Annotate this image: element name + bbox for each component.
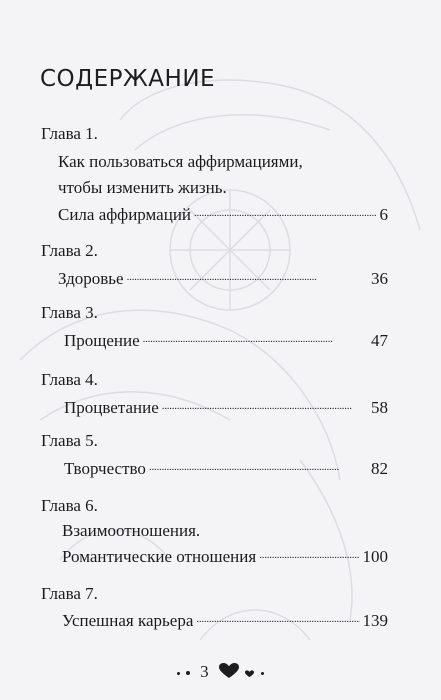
toc-entry[interactable] bbox=[58, 267, 388, 289]
toc-entry-title: Романтические отношения bbox=[62, 547, 257, 566]
toc-entry-title: Прощение bbox=[64, 331, 140, 350]
chapter-label: Глава 3. bbox=[41, 303, 98, 322]
chapter-label: Глава 1. bbox=[41, 124, 98, 143]
dot-icon bbox=[261, 672, 264, 675]
toc-entry-page: 6 bbox=[379, 205, 388, 224]
dot-leader bbox=[196, 609, 359, 626]
toc-entry[interactable] bbox=[64, 329, 388, 351]
toc-entry[interactable] bbox=[58, 203, 388, 225]
dot-leader bbox=[194, 203, 376, 220]
chapter-label: Глава 2. bbox=[41, 241, 98, 260]
toc-entry-page: 58 bbox=[371, 398, 388, 417]
chapter-label: Глава 5. bbox=[41, 431, 98, 450]
toc-entry-title: Здоровье bbox=[58, 269, 124, 288]
dot-leader bbox=[259, 545, 359, 562]
page-number: 3 bbox=[200, 662, 209, 681]
heart-icon bbox=[219, 663, 239, 684]
chapter-label: Глава 7. bbox=[41, 584, 98, 603]
dot-leader bbox=[149, 457, 368, 474]
heart-icon bbox=[245, 663, 254, 683]
toc-entry-title: Успешная карьера bbox=[62, 611, 194, 630]
dot-icon bbox=[186, 671, 190, 675]
dot-icon bbox=[177, 672, 180, 675]
toc-entry-title: Сила аффирмаций bbox=[58, 205, 192, 224]
page-footer bbox=[0, 662, 441, 684]
toc-entry-page: 47 bbox=[371, 331, 388, 350]
toc-entry-page: 100 bbox=[362, 547, 388, 566]
toc-title: СОДЕРЖАНИЕ bbox=[40, 66, 216, 92]
chapter-subtitle-line: Взаимоотношения. bbox=[62, 521, 201, 540]
chapter-subtitle-line: чтобы изменить жизнь. bbox=[58, 178, 227, 197]
chapter-label: Глава 6. bbox=[41, 496, 98, 515]
toc-entry[interactable] bbox=[62, 545, 388, 567]
toc-entry-page: 139 bbox=[362, 611, 388, 630]
toc-entry[interactable] bbox=[64, 457, 388, 479]
dot-leader bbox=[143, 329, 368, 346]
chapter-subtitle-line: Как пользоваться аффирмациями, bbox=[58, 152, 303, 171]
chapter-label: Глава 4. bbox=[41, 370, 98, 389]
toc-entry-title: Процветание bbox=[64, 398, 159, 417]
toc-entry-page: 36 bbox=[371, 269, 388, 288]
toc-entry-title: Творчество bbox=[64, 459, 146, 478]
toc-entry[interactable] bbox=[62, 609, 388, 631]
toc-entry[interactable] bbox=[64, 396, 388, 418]
toc-entry-page: 82 bbox=[371, 459, 388, 478]
dot-leader bbox=[127, 267, 368, 284]
dot-leader bbox=[162, 396, 368, 413]
